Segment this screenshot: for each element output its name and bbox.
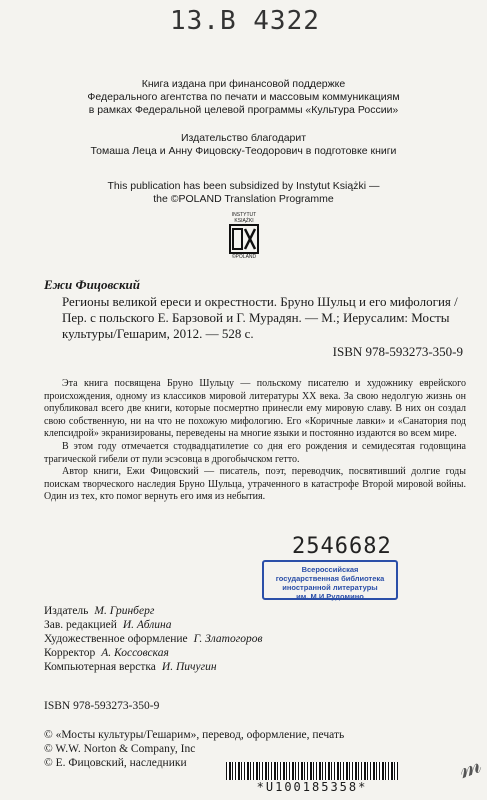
stamp-line: Всероссийская bbox=[301, 565, 359, 574]
credit-role: Издатель bbox=[44, 605, 89, 617]
funding-notice bbox=[0, 78, 487, 117]
credit-role: Художественное оформление bbox=[44, 633, 188, 645]
instytut-ksiazki-logo bbox=[226, 212, 262, 260]
funding-line: Книга издана при финансовой поддержке bbox=[141, 78, 346, 90]
annotation-paragraph: В этом году отмечается стодвадцатилетие со дня его рождения и семидесятая годовщина трагической гибели от пули эсэсовца в дрогобычском гетто. bbox=[44, 440, 466, 465]
stamp-line: иностранной литературы bbox=[282, 583, 378, 592]
logo-caption-top: INSTYTUT KSIĄŻKI bbox=[231, 212, 257, 224]
library-stamp bbox=[262, 560, 398, 600]
handwritten-inventory-number: 2546682 bbox=[292, 534, 392, 559]
credit-name: И. Аблина bbox=[122, 619, 172, 631]
stamp-line: государственная библиотека bbox=[275, 574, 385, 583]
subsidy-notice bbox=[0, 180, 487, 206]
thanks-line: Томаша Леца и Анну Фицовску-Теодорович в подготовке книги bbox=[90, 145, 397, 157]
stamp-line: им. М.И.Рудомино bbox=[296, 592, 364, 601]
barcode-number: *U100185358* bbox=[256, 780, 368, 794]
subsidy-line: This publication has been subsidized by Instytut Książki — bbox=[107, 180, 380, 192]
funding-line: в рамках Федеральной целевой программы «Культура России» bbox=[88, 104, 399, 116]
funding-line: Федерального агентства по печати и массовым коммуникациям bbox=[87, 91, 400, 103]
barcode-bars bbox=[226, 762, 398, 780]
copyright-line: © W.W. Norton & Company, Inc bbox=[44, 743, 196, 755]
credit-row bbox=[44, 660, 262, 674]
logo-caption-bottom: ©POLAND bbox=[231, 254, 257, 260]
copyright-line: © «Мосты культуры/Гешарим», перевод, оформление, печать bbox=[44, 729, 345, 741]
credit-name: А. Коссовская bbox=[101, 647, 169, 659]
credits bbox=[44, 604, 262, 674]
credit-name: М. Гринберг bbox=[94, 605, 155, 617]
thanks-line: Издательство благодарит bbox=[180, 132, 307, 144]
isbn-top: ISBN 978-593273-350-9 bbox=[332, 344, 463, 359]
handwritten-shelfmark: 13.В 4322 bbox=[170, 6, 320, 36]
copyright-line: © Е. Фицовский, наследники bbox=[44, 757, 187, 769]
bibliographic-description: Регионы великой ереси и окрестности. Бруно Шульц и его мифология / Пер. с польского Е. Барзовой и Г. Мурадян. — М.; Иерусалим: Мосты культуры/Гешарим, 2012. — 528 с. bbox=[62, 294, 458, 341]
signature-mark: 𝓂 bbox=[454, 749, 485, 784]
credit-name: И. Пичугин bbox=[161, 661, 217, 673]
credit-role: Компьютерная верстка bbox=[44, 661, 156, 673]
annotation-paragraph: Автор книги, Ежи Фицовский — писатель, поэт, переводчик, посвятивший долгие годы поискам творческого наследия Бруно Шульца, утраченного в катастрофе Второй мировой войны. Один из тех, кто помог вернуть его имя из небытия. bbox=[44, 466, 466, 503]
credit-name: Г. Златогоров bbox=[193, 633, 263, 645]
subsidy-line: the ©POLAND Translation Programme bbox=[153, 193, 334, 205]
annotation bbox=[44, 378, 466, 504]
credit-row bbox=[44, 646, 262, 660]
credit-row bbox=[44, 604, 262, 618]
credit-row bbox=[44, 632, 262, 646]
credit-role: Зав. редакцией bbox=[44, 619, 117, 631]
library-barcode bbox=[226, 762, 398, 794]
book-institute-icon bbox=[229, 224, 259, 254]
credit-row bbox=[44, 618, 262, 632]
isbn-bottom: ISBN 978-593273-350-9 bbox=[44, 700, 160, 712]
logo-mark-icon bbox=[231, 226, 257, 252]
credit-role: Корректор bbox=[44, 647, 96, 659]
annotation-paragraph: Эта книга посвящена Бруно Шульцу — польскому писателю и художнику еврейского происхождения, одному из классиков мировой литературы XX века. За свою недолгую жизнь он опубликовал всего две книги, которые посмертно принесли ему мировую славу. В них он создал свою собственную, ни на что не похожую мифологию. Его «Коричные лавки» и «Санатория под клепсидрой» экранизированы, переведены на многие языки и постоянно издаются во всем мире. bbox=[44, 378, 466, 440]
publisher-thanks bbox=[0, 132, 487, 158]
author-name: Ежи Фицовский bbox=[44, 277, 140, 292]
